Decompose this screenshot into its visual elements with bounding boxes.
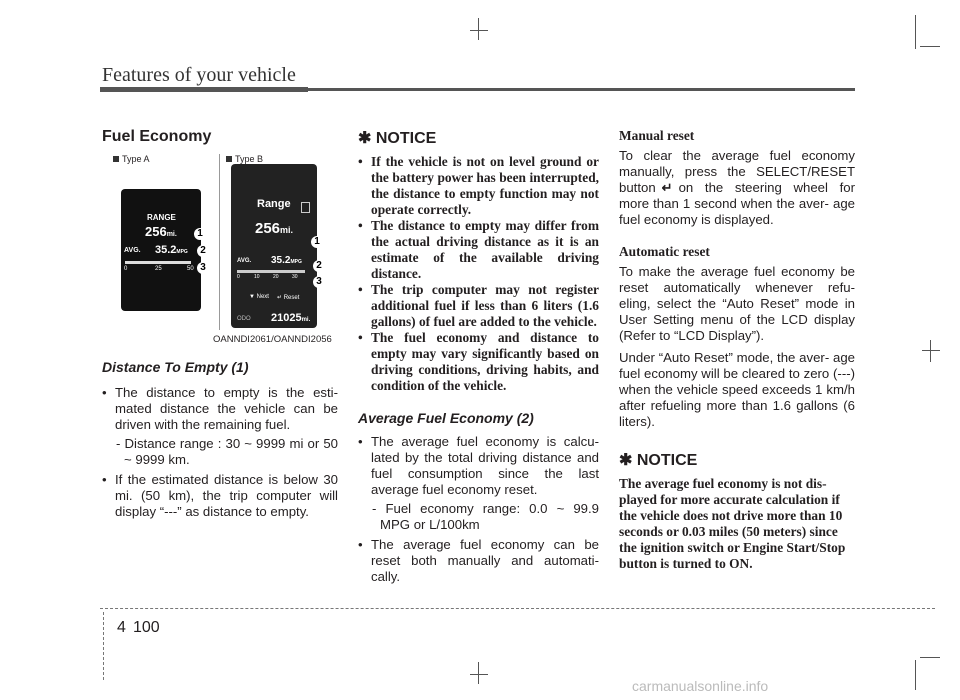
crop-mark-bottom [478,662,479,684]
scale-1: 10 [254,274,260,280]
range-word: RANGE [147,213,176,222]
odo-word: ODO [237,316,251,322]
bullet-afe-1: • The average fuel economy is calcu- lated by the total driving distance and fuel consumption since the last average fuel economy reset. [358,434,599,498]
subsection-title: Distance To Empty (1) [102,359,249,375]
range-word: Range [257,198,291,210]
subsection-title: Average Fuel Economy (2) [358,410,534,426]
odo-value: 21025mi. [271,312,311,324]
fuel-pump-icon [301,202,310,213]
figure-caption: OANNDI2061/OANNDI2056 [213,334,332,345]
bullet-afe-2: • The average fuel economy can be reset both manually and automati- cally. [358,537,599,585]
notice-star-icon: ✱ [358,130,372,147]
range-value: 256mi. [145,224,177,239]
cluster-figure [113,152,339,348]
notice-item: • If the vehicle is not on level ground or the battery power has been interrupted, the distance to empty function may not operate correctly. [358,154,599,218]
figure-divider [219,154,220,330]
crop-mark-br-h [920,657,940,658]
auto-reset-text-1: To make the average fuel economy be reset automatically whenever refu- eling, select the “Auto Reset” mode in User Setting menu of the LCD display (Refer to “LCD Display”). [619,264,855,343]
crop-mark-right [930,340,931,362]
type-b-display [231,164,317,328]
type-a-label: Type A [113,154,150,164]
avg-word: AVG. [237,258,252,264]
section-title: Fuel Economy [102,128,212,145]
scale-2: 20 [273,274,279,280]
notice-star-icon: ✱ [619,452,633,469]
type-a-display [121,189,201,311]
avg-bar [237,270,305,273]
reset-label: ↵ Reset [277,295,300,301]
callout-2: 2 [313,260,325,272]
chapter-number: 4 [117,619,126,636]
avg-bar [125,261,191,264]
auto-reset-text-2: Under “Auto Reset” mode, the aver- age fuel economy will be cleared to zero (---) when the vehicle speed exceeds 1 km/h after refueling more than 1.6 gallons (6 liters). [619,350,855,429]
manual-reset-text: To clear the average fuel economy manually, press the SELECT/RESET button ↵ on the steering wheel for more than 1 second when the aver- age fuel economy is displayed. [619,148,855,227]
notice-item: • The trip computer may not register additional fuel if less than 6 liters (1.6 gallons) of fuel are added to the vehicle. [358,282,599,330]
crop-mark-top-h [470,30,488,31]
header-rule-accent [100,87,308,92]
bullet-dte-1: • The distance to empty is the esti- mated distance the vehicle can be driven with the remaining fuel. [102,385,338,433]
crop-mark-tr-h [920,46,940,47]
callout-1: 1 [311,236,323,248]
crop-mark-br-v [915,660,916,690]
manual-reset-title: Manual reset [619,128,695,143]
notice-item: • The distance to empty may differ from the actual driving distance as it is an estimate of the available driving distance. [358,218,599,282]
avg-word: AVG. [124,247,141,254]
running-header: Features of your vehicle [102,64,296,86]
auto-reset-title: Automatic reset [619,244,710,259]
notice-list [358,154,599,394]
notice-heading: ✱ NOTICE [619,452,698,469]
range-value: 256mi. [255,220,294,237]
callout-3: 3 [313,276,325,288]
scale-2: 50 [187,266,194,272]
page-number: 100 [133,619,160,636]
middle-column [358,128,599,585]
bullet-dte-2: • If the estimated distance is below 30 mi. (50 km), the trip computer will display “---” as distance to empty. [102,472,338,520]
footer-vertical-rule [103,612,104,680]
crop-mark-bottom-h [470,674,488,675]
callout-1: 1 [194,228,206,240]
enter-button-icon: ↵ [661,180,673,195]
type-b-label: Type B [226,154,263,164]
callout-3: 3 [197,262,209,274]
scale-0: 0 [124,266,128,272]
square-bullet-icon [226,156,232,162]
dte-bullets [102,385,338,520]
scale-0: 0 [237,274,240,280]
square-bullet-icon [113,156,119,162]
scale-1: 25 [155,266,162,272]
callout-2: 2 [197,245,209,257]
scale-3: 30 [292,274,298,280]
right-column [619,128,855,572]
next-label: ▼ Next [249,294,269,300]
notice-heading: ✱ NOTICE [358,130,437,147]
left-column-text [102,359,338,520]
notice-text: The average fuel economy is not dis- played for more accurate calculation if the vehicle does not drive more than 10 seconds or 0.03 miles (50 meters) since the ignition switch or Engine Start/Stop button is turned to ON. [619,476,846,571]
notice-item: • The fuel economy and distance to empty may vary significantly based on driving conditions, driving habits, and condition of the vehicle. [358,330,599,394]
bullet-afe-1-sub: - Fuel economy range: 0.0 ~ 99.9 MPG or L/100km [372,501,599,532]
watermark: carmanualsonline.info [632,678,769,694]
avg-value: 35.2MPG [155,244,188,256]
avg-value: 35.2MPG [271,255,302,266]
left-column [102,128,338,146]
crop-mark-tr-v [915,15,916,49]
footer-rule [100,608,935,609]
bullet-dte-1-sub: - Distance range : 30 ~ 9999 mi or 50 ~ 9999 km. [116,436,338,467]
crop-mark-top [478,18,479,40]
afe-bullets [358,434,599,585]
crop-mark-right-h [922,350,940,351]
